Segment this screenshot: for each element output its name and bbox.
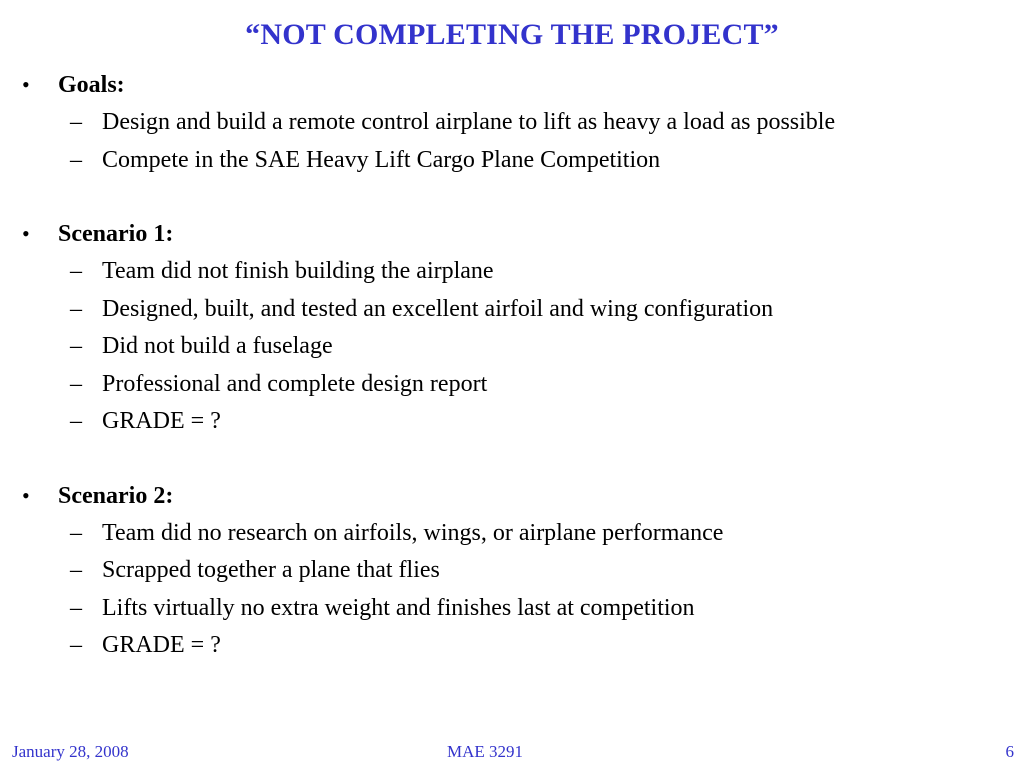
section-label: Scenario 1: bbox=[58, 221, 174, 247]
section-label: Scenario 2: bbox=[58, 482, 174, 509]
dash-icon: – bbox=[70, 109, 82, 135]
sub-bullet bbox=[22, 371, 1012, 409]
footer-page-number: 6 bbox=[1005, 742, 1014, 761]
sub-bullet-text: Lifts virtually no extra weight and finishes last at competition bbox=[102, 594, 695, 621]
dash-icon: – bbox=[70, 295, 82, 322]
sub-bullet-text: Professional and complete design report bbox=[102, 370, 488, 397]
slide-title: “NOT COMPLETING THE PROJECT” bbox=[245, 18, 779, 51]
sub-bullet-text: Team did not finish building the airplane bbox=[102, 258, 494, 284]
bullet-icon: • bbox=[22, 482, 30, 508]
sub-bullet-text: Scrapped together a plane that flies bbox=[102, 557, 440, 583]
bullet-goals bbox=[22, 72, 1012, 109]
sub-bullet bbox=[22, 408, 1012, 446]
bullet-scenario-1 bbox=[22, 221, 1012, 258]
dash-icon: – bbox=[70, 632, 82, 658]
sub-bullet-text: GRADE = ? bbox=[102, 408, 221, 434]
dash-icon: – bbox=[70, 557, 82, 583]
sub-bullet bbox=[22, 557, 1012, 595]
footer-date: January 28, 2008 bbox=[12, 742, 129, 761]
sub-bullet-text: Did not build a fuselage bbox=[102, 333, 333, 359]
bullet-icon: • bbox=[22, 221, 30, 246]
bullet-icon: • bbox=[22, 72, 30, 97]
sub-bullet-text: Designed, built, and tested an excellent airfoil and wing configuration bbox=[102, 295, 774, 322]
footer-course: MAE 3291 bbox=[447, 742, 524, 761]
sub-bullet-text: Team did no research on airfoils, wings, or airplane performance bbox=[102, 519, 724, 546]
bullet-scenario-2 bbox=[22, 483, 1012, 520]
section-scenario-1 bbox=[22, 221, 1012, 446]
section-goals bbox=[22, 72, 1012, 184]
dash-icon: – bbox=[70, 146, 82, 173]
sub-bullet-text: GRADE = ? bbox=[102, 632, 221, 658]
sub-bullet bbox=[22, 296, 1012, 334]
sub-bullet bbox=[22, 595, 1012, 633]
dash-icon: – bbox=[70, 370, 82, 397]
dash-icon: – bbox=[70, 258, 82, 284]
section-label: Goals: bbox=[58, 72, 125, 98]
sub-bullet bbox=[22, 147, 1012, 185]
sub-bullet bbox=[22, 109, 1012, 147]
sub-bullet-text: Compete in the SAE Heavy Lift Cargo Plane Competition bbox=[102, 146, 661, 173]
sub-bullet bbox=[22, 520, 1012, 558]
dash-icon: – bbox=[70, 594, 82, 621]
dash-icon: – bbox=[70, 333, 82, 359]
sub-bullet-text: Design and build a remote control airplane to lift as heavy a load as possible bbox=[102, 109, 836, 135]
sub-bullet bbox=[22, 632, 1012, 670]
slide-content bbox=[22, 72, 1012, 670]
dash-icon: – bbox=[70, 408, 82, 434]
dash-icon: – bbox=[70, 519, 82, 546]
sub-bullet bbox=[22, 258, 1012, 296]
section-scenario-2 bbox=[22, 483, 1012, 670]
sub-bullet bbox=[22, 333, 1012, 371]
